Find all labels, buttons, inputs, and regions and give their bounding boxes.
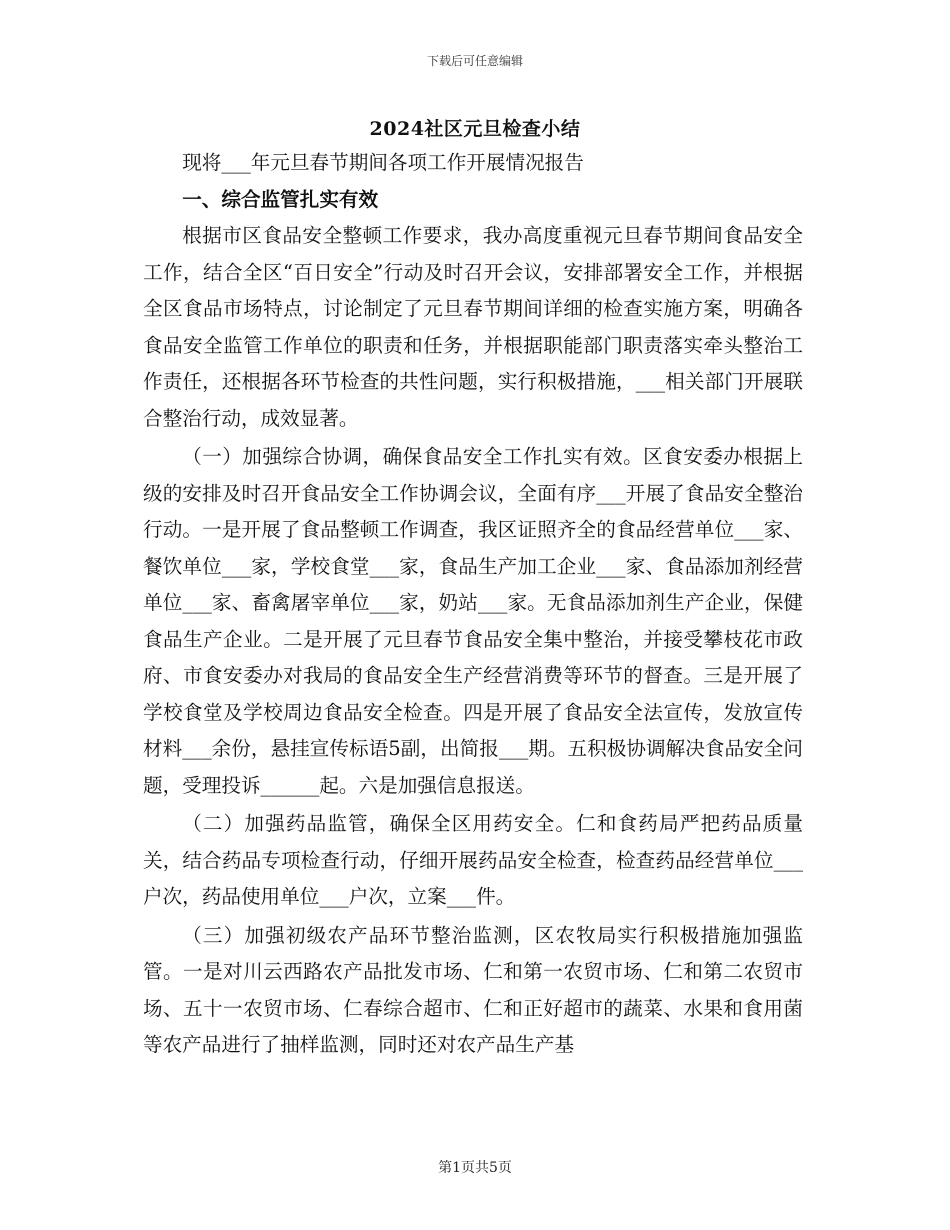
subsection-paragraph-2: （二）加强药品监管，确保全区用药安全。仁和食药局严把药品质量关，结合药品专项检查行动，仔细开展药品安全检查，检查药品经营单位___户次，药品使用单位___户次，立案___件。: [143, 812, 803, 908]
intro-paragraph: 现将___年元旦春节期间各项工作开展情况报告: [182, 151, 584, 174]
section-heading: 一、综合监管扎实有效: [182, 187, 379, 211]
header-note: 下载后可任意编辑: [426, 54, 523, 68]
body-paragraph: 根据市区食品安全整顿工作要求，我办高度重视元旦春节期间食品安全工作，结合全区“百日安全”行动及时召开会议，安排部署安全工作，并根据全区食品市场特点，讨论制定了元旦春节期间详细的检查实施方案，明确各食品安全监管工作单位的职责和任务，并根据职能部门职责落实牵头整治工作责任，还根据各环节检查的共性问题，实行积极措施，___相关部门开展联合整治行动，成效显著。: [143, 224, 803, 430]
document-title: 2024社区元旦检查小结: [369, 118, 581, 140]
subsection-paragraph-1: （一）加强综合协调，确保食品安全工作扎实有效。区食安委办根据上级的安排及时召开食品安全工作协调会议，全面有序___开展了食品安全整治行动。一是开展了食品整顿工作调查，我区证照齐全的食品经营单位___家、餐饮单位___家，学校食堂___家，食品生产加工企业___家、食品添加剂经营单位___家、畜禽屠宰单位___家，奶站___家。无食品添加剂生产企业，保健食品生产企业。二是开展了元旦春节食品安全集中整治，并接受攀枝花市政府、市食安委办对我局的食品安全生产经营消费等环节的督查。三是开展了学校食堂及学校周边食品安全检查。四是开展了食品安全法宣传，发放宣传材料___余份，悬挂宣传标语5副，出简报___期。五积极协调解决食品安全问题，受理投诉______起。六是加强信息报送。: [143, 445, 803, 797]
subsection-paragraph-3: （三）加强初级农产品环节整治监测，区农牧局实行积极措施加强监管。一是对川云西路农产品批发市场、仁和第一农贸市场、仁和第二农贸市场、五十一农贸市场、仁春综合超市、仁和正好超市的蔬菜、水果和食用菌等农产品进行了抽样监测，同时还对农产品生产基: [143, 923, 803, 1056]
document-body: [143, 145, 803, 1064]
page-footer: 第1页共5页: [438, 1160, 512, 1176]
